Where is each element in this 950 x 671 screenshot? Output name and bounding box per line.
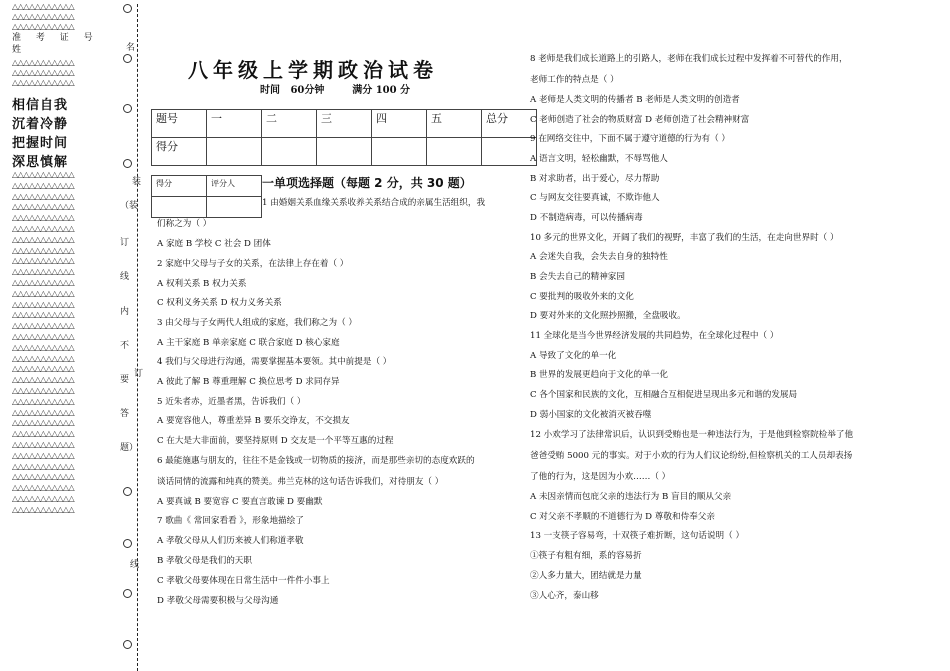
binding-hole [123,159,132,168]
question-line: A 要真诚 B 要宽容 C 要直言敢谏 D 要幽默 [157,497,323,507]
score-table-score-row [152,138,537,166]
question-line: C 与网友交往要真诚，不欺诈他人 [530,193,660,203]
binding-word: 要 [120,375,130,385]
triangle-row: △△△△△△△△△△△ [12,245,75,255]
question-line: 2 家庭中父母与子女的关系，在法律上存在着（ ） [157,259,349,269]
exam-title: 八年级上学期政治试卷 [188,58,438,82]
question-line: B 孝敬父母是我们的天职 [157,556,252,566]
score-input-cell[interactable] [262,138,317,166]
motto-2: 沉着冷静 [12,117,69,132]
question-line: A 孝敬父母从人们历来被人们称道孝敬 [157,536,304,546]
triangle-row: △△△△△△△△△△△ [12,2,75,11]
triangle-row: △△△△△△△△△△△ [12,22,75,31]
question-line: A 未因亲情而包庇父亲的违法行为 B 盲目的顺从父亲 [530,492,732,502]
triangle-row: △△△△△△△△△△△ [12,450,75,460]
score-cell: 三 [317,110,372,138]
triangle-row: △△△△△△△△△△△ [12,364,75,374]
question-line: 1 由婚姻关系血缘关系收养关系结合成的亲属生活组织，我 [262,198,486,208]
question-line: C 在大是大非面前，要坚持原则 D 交友是一个平等互惠的过程 [157,436,394,446]
score-input-cell[interactable] [482,138,537,166]
binding-word: （装 [120,201,139,211]
triangle-row: △△△△△△△△△△△ [12,386,75,395]
triangle-row: △△△△△△△△△△△ [12,429,75,439]
question-line: D 弱小国家的文化被消灭被吞噬 [530,410,652,420]
score-table [151,109,537,166]
triangle-row: △△△△△△△△△△△ [12,12,75,21]
question-line: 谈话同情的流露和纯真的赞美。弗兰克林的这句话告诉我们，对待朋友（ ） [157,477,444,487]
binding-word: 订 [134,369,144,379]
triangle-row: △△△△△△△△△△△ [12,472,75,482]
score-cell: 四 [372,110,427,138]
question-line: D 孝敬父母需要积极与父母沟通 [157,596,279,606]
score-cell: 二 [262,110,317,138]
binding-word: 内 [120,307,130,317]
triangle-row: △△△△△△△△△△△ [12,288,75,298]
question-line: C 孝敬父母要体现在日常生活中一件件小事上 [157,576,330,586]
binding-word: 订 [120,238,130,248]
binding-hole [123,589,132,598]
question-line: A 会迷失自我，会失去自身的独特性 [530,252,668,262]
grader-table [151,175,262,218]
motto-3: 把握时间 [12,136,69,151]
binding-hole [123,539,132,548]
triangle-row: △△△△△△△△△△△ [12,440,75,449]
score-cell: 五 [427,110,482,138]
question-line: 了他的行为，这是因为小欢……（ ） [530,472,671,482]
triangle-row: △△△△△△△△△△△ [12,224,75,233]
binding-hole [123,640,132,649]
question-line: 7 歌曲《 常回家看看 》，形象地描绘了 [157,516,304,526]
triangle-row: △△△△△△△△△△△ [12,342,75,352]
question-line: B 世界的发展更趋向于文化的单一化 [530,370,668,380]
question-line: D 不制造病毒，可以传播病毒 [530,213,643,223]
question-line: D 要对外来的文化照抄照搬，全盘吸收。 [530,311,686,321]
question-line: 13 一支筷子容易弯，十双筷子难折断，这句话说明（ ） [530,531,745,541]
question-line: ①筷子有粗有细，系的容易折 [530,551,642,561]
triangle-row: △△△△△△△△△△△ [12,234,75,244]
grader-score-cell[interactable] [152,197,207,218]
grader-name-cell[interactable] [207,197,262,218]
triangle-row: △△△△△△△△△△△ [12,396,75,406]
triangle-row: △△△△△△△△△△△ [12,407,75,417]
triangle-row: △△△△△△△△△△△ [12,180,75,190]
triangle-row: △△△△△△△△△△△ [12,202,75,212]
triangle-row: △△△△△△△△△△△ [12,68,75,77]
triangle-row: △△△△△△△△△△△ [12,483,75,493]
triangle-row: △△△△△△△△△△△ [12,504,75,514]
question-line: 6 最能施惠与朋友的，往往不是金钱或一切物质的接济，而是那些亲切的态度欢跃的 [157,456,475,466]
question-line: C 老师创造了社会的物质财富 D 老师创造了社会精神财富 [530,115,750,125]
binding-word: 装 [132,177,142,187]
question-line: 老师工作的特点是（ ） [530,75,619,85]
name-label: 姓 [12,45,28,55]
binding-hole [123,54,132,63]
triangle-row: △△△△△△△△△△△ [12,191,75,201]
exam-number-label: 准 考 证 号 [12,33,99,43]
binding-word: 答 [120,409,130,419]
triangle-row: △△△△△△△△△△△ [12,461,75,471]
binding-hole [123,104,132,113]
binding-word: 题） [120,443,139,453]
score-table-header-row [152,110,537,138]
score-cell: 一 [207,110,262,138]
triangle-row: △△△△△△△△△△△ [12,267,75,277]
question-line: 10 多元的世界文化，开阔了我们的视野，丰富了我们的生活，在走向世界时（ ） [530,233,839,243]
question-line: 爸爸受贿 5000 元的事实。对于小欢的行为人们议论纷纷,但检察机关的工人员却表扬 [530,451,853,461]
binding-word: 线 [120,272,130,282]
motto-1: 相信自我 [12,98,69,113]
question-line: 5 近朱者赤，近墨者黑，告诉我们（ ） [157,397,306,407]
exam-subtitle: 时间 60分钟 满分 100 分 [260,85,411,96]
grader-score-label: 得分 [152,176,207,197]
triangle-row: △△△△△△△△△△△ [12,418,75,428]
triangle-row: △△△△△△△△△△△ [12,170,75,179]
question-line: 9 在网络交往中，下面不属于遵守道德的行为有（ ） [530,134,730,144]
score-input-cell[interactable] [427,138,482,166]
question-line: 们称之为（ ） [157,219,212,229]
score-input-cell[interactable] [317,138,372,166]
triangle-row: △△△△△△△△△△△ [12,332,75,341]
question-line: 4 我们与父母进行沟通，需要掌握基本要领。其中前提是（ ） [157,357,392,367]
score-cell: 总分 [482,110,537,138]
question-line: A 主干家庭 B 单亲家庭 C 联合家庭 D 核心家庭 [157,338,340,348]
score-input-cell[interactable] [372,138,427,166]
question-line: C 要批判的吸收外来的文化 [530,292,634,302]
question-line: A 彼此了解 B 尊重理解 C 换位思考 D 求同存异 [157,377,340,387]
binding-dashed-line [137,4,138,671]
question-line: ②人多力量大，团结就是力量 [530,571,642,581]
section-title: 一单项选择题（每题 2 分，共 30 题） [262,176,472,190]
grader-name-label: 评分人 [207,176,262,197]
triangle-row: △△△△△△△△△△△ [12,58,75,67]
question-line: B 会失去自己的精神家园 [530,272,625,282]
question-line: 11 全球化是当今世界经济发展的共同趋势，在全球化过程中（ ） [530,331,779,341]
binding-word: 线 [130,560,140,570]
question-line: A 导致了文化的单一化 [530,351,617,361]
score-input-cell[interactable] [207,138,262,166]
triangle-row: △△△△△△△△△△△ [12,299,75,309]
question-line: 8 老师是我们成长道路上的引路人，老师在我们成长过程中发挥着不可替代的作用， [530,54,848,64]
triangle-row: △△△△△△△△△△△ [12,278,75,287]
binding-hole [123,4,132,13]
triangle-row: △△△△△△△△△△△ [12,353,75,363]
question-line: A 要宽容他人，尊重差异 B 要乐交诤友，不交损友 [157,416,350,426]
binding-word: 名 [126,43,136,53]
triangle-row: △△△△△△△△△△△ [12,321,75,331]
motto-4: 深思慎解 [12,155,69,170]
triangle-row: △△△△△△△△△△△ [12,256,75,266]
triangle-row: △△△△△△△△△△△ [12,310,75,320]
triangle-row: △△△△△△△△△△△ [12,494,75,503]
question-line: ③人心齐，泰山移 [530,591,599,601]
question-line: 3 由父母与子女两代人组成的家庭，我们称之为（ ） [157,318,357,328]
binding-word: 不 [120,341,130,351]
triangle-row: △△△△△△△△△△△ [12,78,75,87]
question-line: B 对求助者，出于爱心，尽力帮助 [530,174,660,184]
question-line: C 权利义务关系 D 权力义务关系 [157,298,282,308]
score-cell: 得分 [152,138,207,166]
question-line: A 权利关系 B 权力关系 [157,279,247,289]
question-line: C 各个国家和民族的文化，互相融合互相促进呈现出多元和谐的发展局 [530,390,798,400]
triangle-row: △△△△△△△△△△△ [12,375,75,385]
question-line: A 老师是人类文明的传播者 B 老师是人类文明的创造者 [530,95,740,105]
binding-hole [123,487,132,496]
score-cell: 题号 [152,110,207,138]
question-line: 12 小欢学习了法律常识后，认识到受贿也是一种违法行为，于是他到检察院检举了他 [530,430,854,440]
question-line: A 语言文明，轻松幽默，不辱骂他人 [530,154,668,164]
triangle-row: △△△△△△△△△△△ [12,213,75,223]
question-line: A 家庭 B 学校 C 社会 D 团体 [157,239,271,249]
question-line: C 对父亲不孝顺的不道德行为 D 尊敬和侍奉父亲 [530,512,715,522]
